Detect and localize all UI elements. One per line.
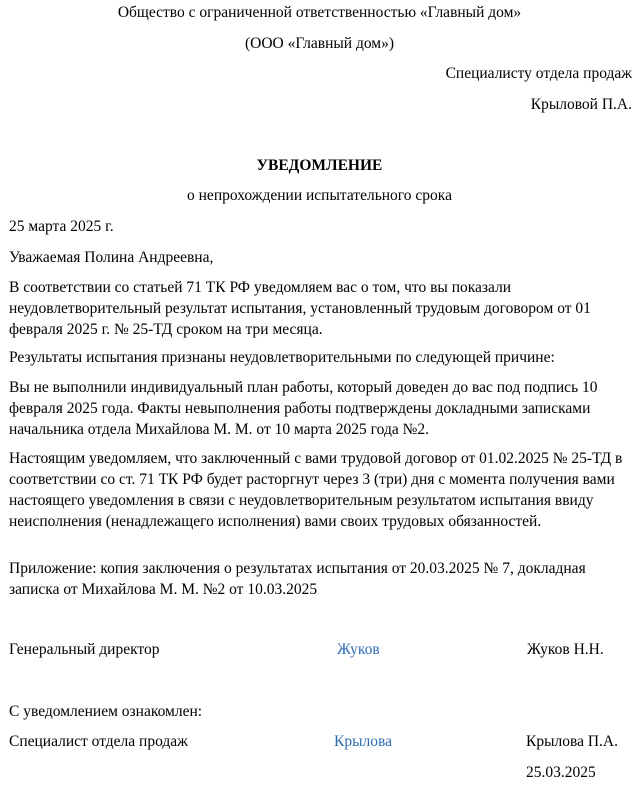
acknowledgement-date: 25.03.2025 [526, 764, 596, 781]
director-position: Генеральный директор [9, 641, 160, 658]
paragraph-reason-intro: Результаты испытания признаны неудовлетворительными по следующей причине: [9, 349, 555, 366]
document-subtitle: о непрохождении испытательного срока [187, 187, 452, 204]
director-name: Жуков Н.Н. [527, 641, 604, 658]
addressee-position: Специалисту отдела продаж [445, 65, 632, 82]
paragraph-termination: Настоящим уведомляем, что заключенный с вами трудовой договор от 01.02.2025 № 25-ТД в соответствии со ст. 71 ТК РФ будет расторгнут через 3 (три) дня с момента получения вами настоящего уведомления в связи с неудовлетворительным результатом испытания ввиду неисполнения (ненадлежащего исполнения) вами своих трудовых обязанностей. [9, 450, 623, 530]
acknowledgement-label: С уведомлением ознакомлен: [9, 703, 203, 720]
greeting: Уважаемая Полина Андреевна, [9, 249, 214, 266]
document-date: 25 марта 2025 г. [9, 218, 114, 235]
document-title: УВЕДОМЛЕНИЕ [256, 157, 383, 174]
employee-signature: Крылова [334, 733, 392, 750]
paragraph-attachment: Приложение: копия заключения о результатах испытания от 20.03.2025 № 7, докладная записка от Михайлова М. М. №2 от 10.03.2025 [9, 560, 586, 598]
employee-position: Специалист отдела продаж [9, 733, 188, 750]
director-signature: Жуков [337, 641, 380, 658]
paragraph-reason: Вы не выполнили индивидуальный план работы, который доведен до вас под подпись 10 февраля 2025 года. Факты невыполнения работы подтверждены докладными записками начальника отдела Михайлова М. М. от 10 марта 2025 года №2. [9, 379, 598, 438]
addressee-name: Крыловой П.А. [530, 96, 632, 113]
employee-name: Крылова П.А. [526, 733, 618, 750]
paragraph-notice: В соответствии со статьей 71 ТК РФ уведомляем вас о том, что вы показали неудовлетворительный результат испытания, установленный трудовым договором от 01 февраля 2025 г. № 25-ТД сроком на три месяца. [9, 279, 591, 338]
company-name: Общество с ограниченной ответственностью «Главный дом» [117, 4, 522, 21]
company-short-name: (ООО «Главный дом») [244, 35, 395, 52]
